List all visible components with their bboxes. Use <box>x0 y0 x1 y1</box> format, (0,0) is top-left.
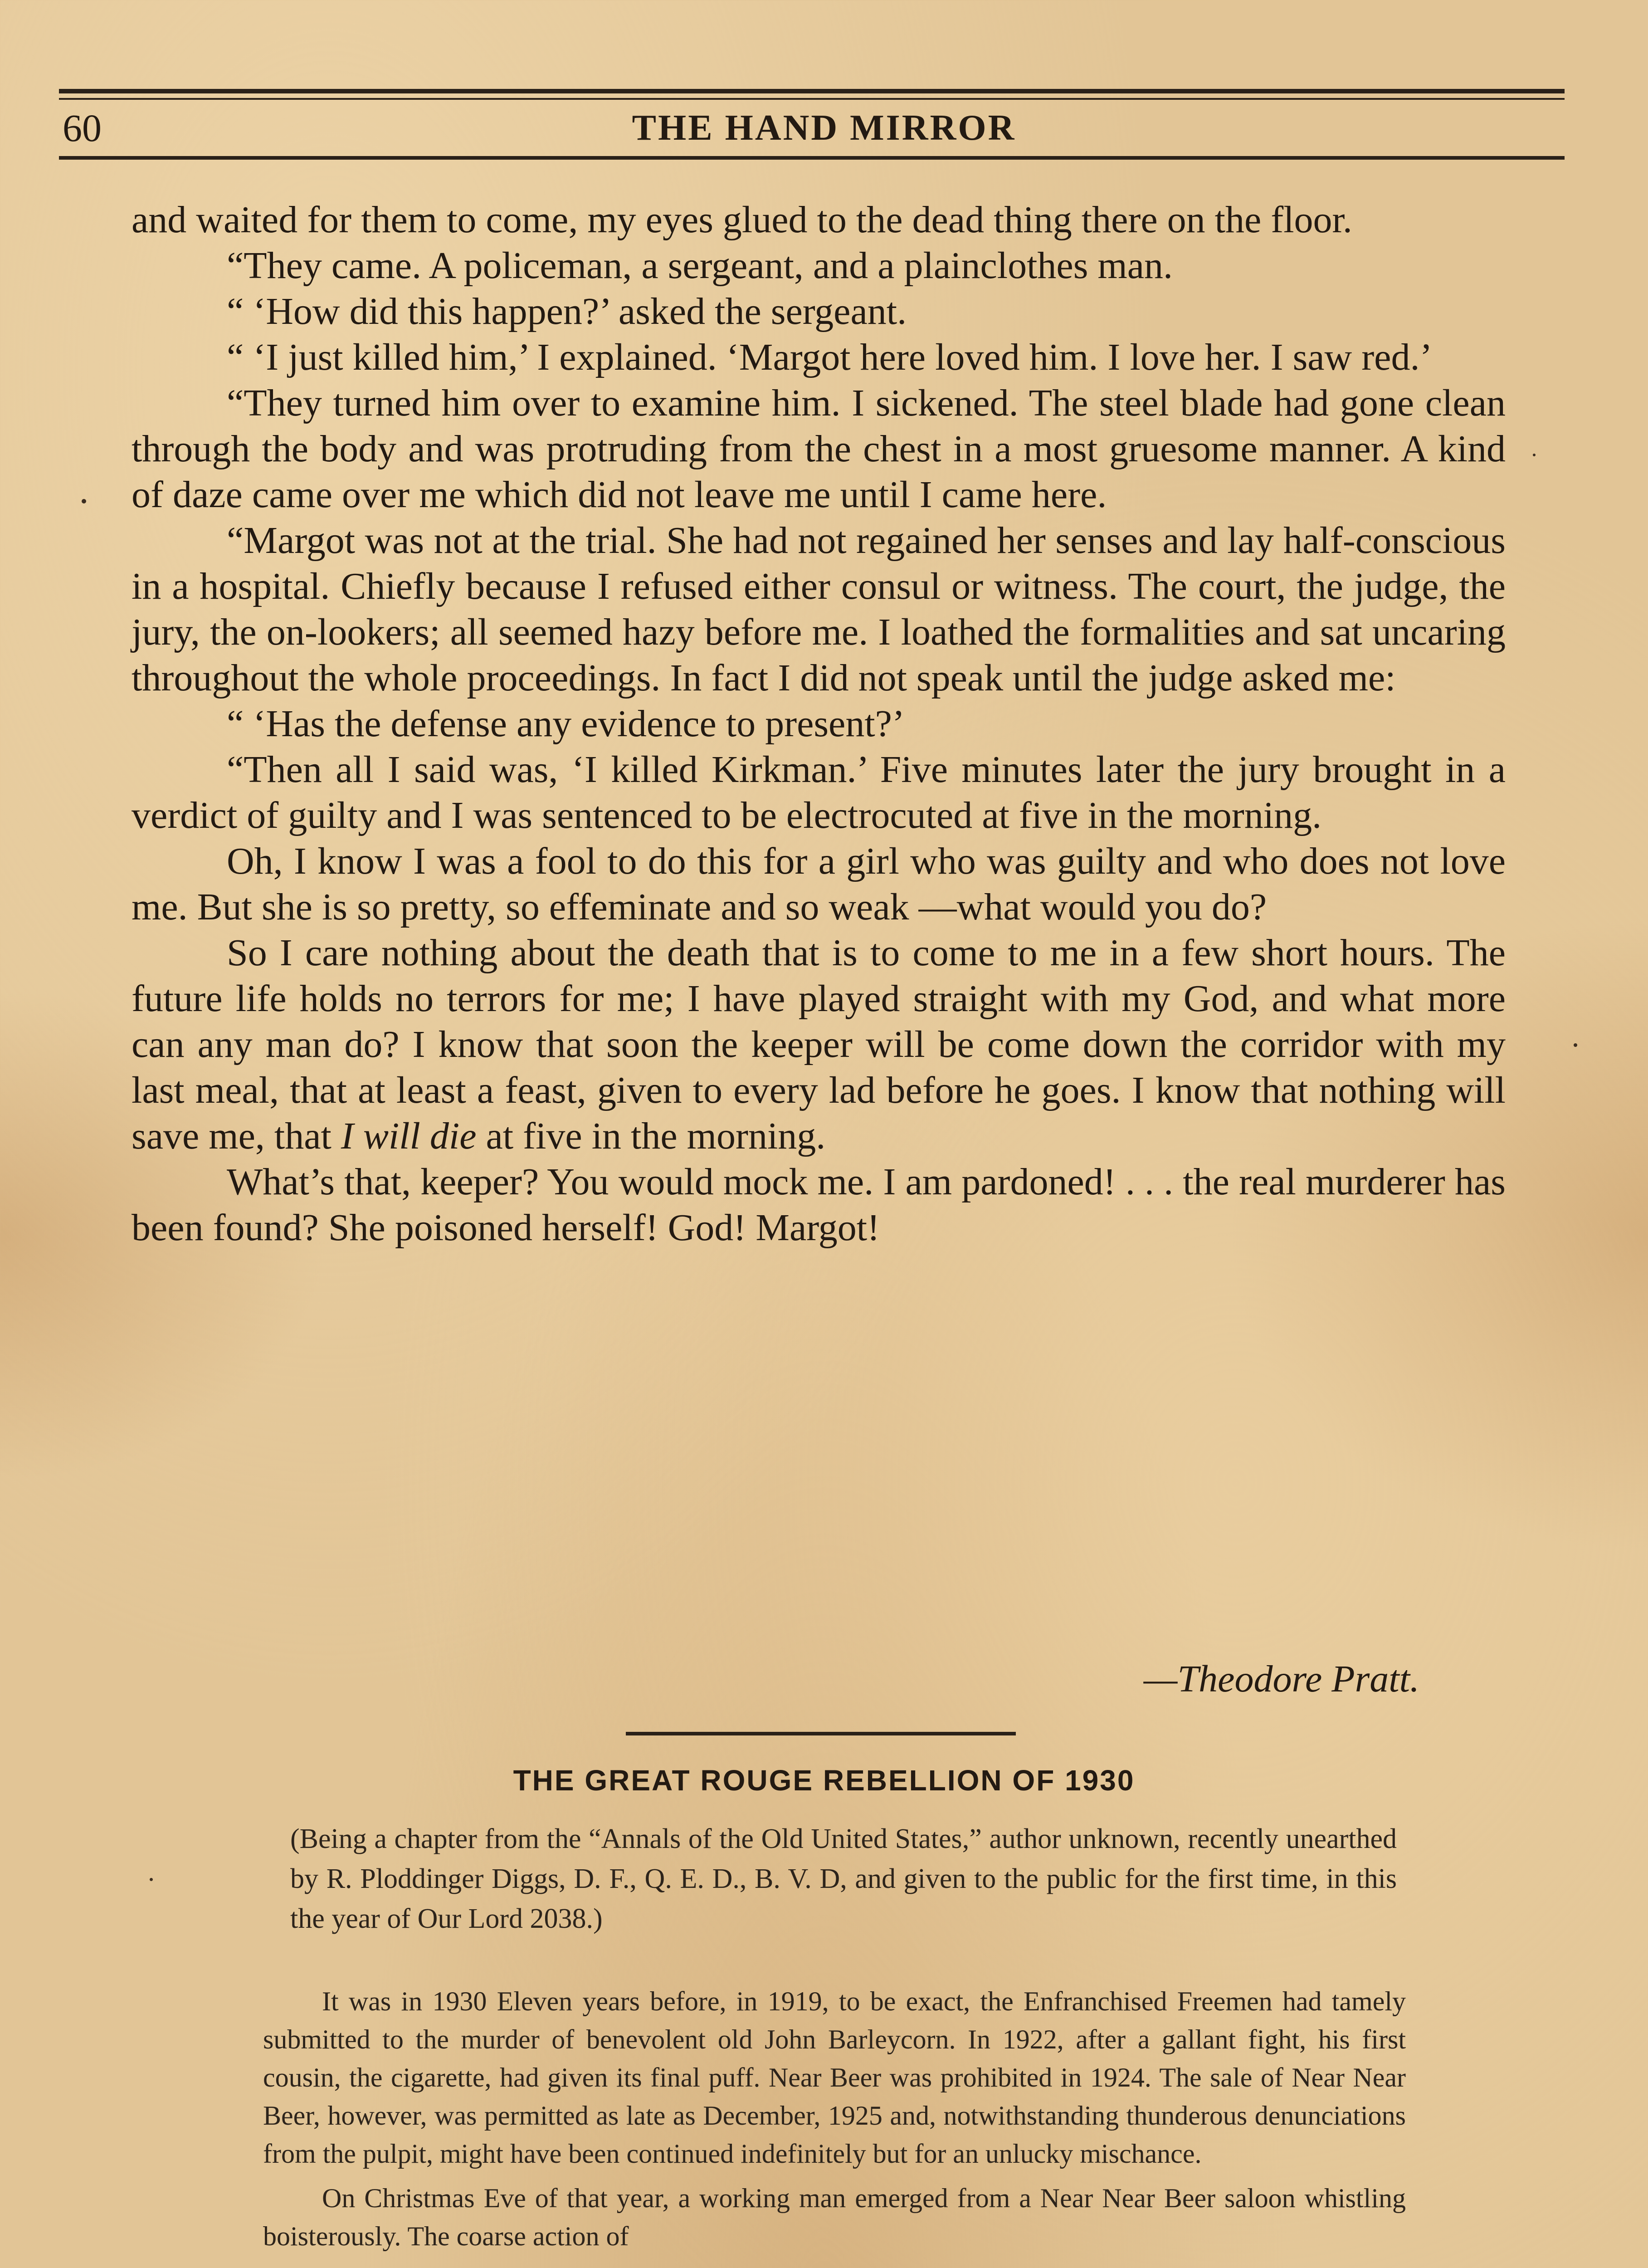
story-text: at five in the morning. <box>476 1115 826 1157</box>
page-number: 60 <box>63 106 102 150</box>
article-title: THE GREAT ROUGE REBELLION OF 1930 <box>513 1764 1135 1797</box>
story-paragraph: “Then all I said was, ‘I killed Kirkman.’ Five minutes later the jury brought in a verdict of guilty and I was sentenced to be electrocuted at five in the morning. <box>132 748 1506 836</box>
story-paragraph: “ ‘I just killed him,’ I explained. ‘Margot here loved him. I love her. I saw red.’ <box>227 336 1433 378</box>
print-speck <box>82 499 86 503</box>
article-body <box>263 1982 1406 2255</box>
story-paragraph-final <box>132 930 1506 1159</box>
story-paragraph: “They turned him over to examine him. I sickened. The steel blade had gone clean through the body and was protruding from the chest in a most gruesome manner. A kind of daze came over me which did not leave me until I came here. <box>132 382 1506 516</box>
author-signature: —Theodore Pratt. <box>1143 1658 1419 1700</box>
article-intro: (Being a chapter from the “Annals of the Old United States,” author unknown, recently unearthed by R. Ploddinger Diggs, D. F., Q. E. D., B. V. D, and given to the public for the first time, in this the year of Our Lord 2038.) <box>290 1823 1397 1934</box>
story-closing-paragraph: What’s that, keeper? You would mock me. I am pardoned! . . . the real murderer has been found? She poisoned herself! God! Margot! <box>132 1161 1506 1249</box>
header-rule-bottom <box>59 156 1565 160</box>
story-paragraph: “ ‘How did this happen?’ asked the sergeant. <box>227 290 907 332</box>
print-speck <box>150 1878 153 1881</box>
story-paragraph: “They came. A policeman, a sergeant, and a plainclothes man. <box>227 244 1173 287</box>
story-body <box>132 197 1506 1251</box>
section-divider <box>626 1732 1016 1735</box>
print-speck <box>1574 1043 1577 1047</box>
article-paragraph: On Christmas Eve of that year, a working man emerged from a Near Near Beer saloon whistling boisterously. The coarse action of <box>263 2183 1406 2251</box>
print-speck <box>1533 454 1536 456</box>
article-paragraph: It was in 1930 Eleven years before, in 1919, to be exact, the Enfranchised Freemen had tamely submitted to the murder of benevolent old John Barleycorn. In 1922, after a gallant fight, his first cousin, the cigarette, had given its final puff. Near Beer was prohibited in 1924. The sale of Near Near Beer, however, was permitted as late as December, 1925 and, notwithstanding thunderous denunciations from the pulpit, might have been continued indefinitely but for an unlucky mischance. <box>263 1986 1406 2169</box>
story-paragraph: and waited for them to come, my eyes glued to the dead thing there on the floor. <box>132 199 1352 241</box>
header-rule-top <box>59 89 1565 93</box>
story-italic-text: I will die <box>341 1115 477 1157</box>
story-paragraph: “Margot was not at the trial. She had not regained her senses and lay half-conscious in a hospital. Chiefly because I refused either consul or witness. The court, the judge, the jury, the on-lookers; all seemed hazy before me. I loathed the formalities and sat uncaring throughout the whole proceedings. In fact I did not speak until the judge asked me: <box>132 519 1506 699</box>
running-title: THE HAND MIRROR <box>632 108 1016 148</box>
story-text: So I care nothing about the death that is to come to me in a few short hours. The future life holds no terrors for me; I have played straight with my God, and what more can any man do? I know that soon the keeper will be come down the corridor with my last meal, that at least a feast, given to every lad before he goes. I know that nothing will save me, that <box>132 932 1506 1157</box>
header-rule-top-thin <box>59 98 1565 100</box>
story-paragraph: Oh, I know I was a fool to do this for a girl who was guilty and who does not love me. But she is so pretty, so effeminate and so weak —what would you do? <box>132 840 1506 928</box>
story-paragraph: “ ‘Has the defense any evidence to present?’ <box>227 703 905 745</box>
